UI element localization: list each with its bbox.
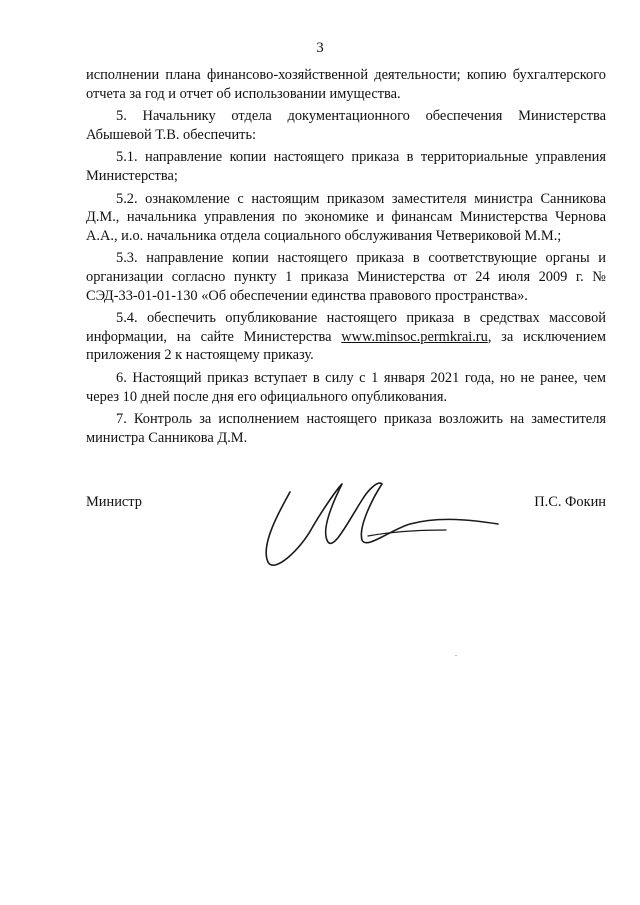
paragraph-5-4-text-after: , за исключением приложения 2 к настоящему приказу.	[86, 328, 606, 364]
paragraph-continuation: исполнении плана финансово-хозяйственной деятельности; копию бухгалтерского отчета за год и отчет об использовании имущества.	[86, 67, 606, 102]
handwritten-signature	[250, 470, 510, 580]
paragraph-5-3: 5.3. направление копии настоящего приказа в соответствующие органы и организации согласно пункту 1 приказа Министерства от 24 июля 2009 г. № СЭД-33-01-01-130 «Об обеспечении единства правового пространства».	[86, 250, 606, 304]
signer-position: Министр	[86, 494, 142, 510]
page-number: 3	[316, 40, 324, 56]
signer-name: П.С. Фокин	[534, 494, 606, 510]
paragraph-5-4-text-before: 5.4. обеспечить опубликование настоящего приказа в средствах массовой информации, на сайте Министерства	[86, 310, 606, 345]
paragraph-7: 7. Контроль за исполнением настоящего приказа возложить на заместителя министра Санникова Д.М.	[86, 411, 606, 446]
document-body	[86, 66, 606, 451]
paragraph-5-2: 5.2. ознакомление с настоящим приказом заместителя министра Санникова Д.М., начальника управления по экономике и финансам Министерства Чернова А.А., и.о. начальника отдела социального обслуживания Четвериковой М.М.;	[86, 190, 606, 244]
paragraph-5-4	[86, 309, 606, 365]
paragraph-5-1: 5.1. направление копии настоящего приказа в территориальные управления Министерства;	[86, 149, 606, 184]
paragraph-5: 5. Начальнику отдела документационного обеспечения Министерства Абышевой Т.В. обеспечить:	[86, 108, 606, 143]
scan-speck	[455, 655, 457, 656]
paragraph-6: 6. Настоящий приказ вступает в силу с 1 января 2021 года, но не ранее, чем через 10 дней после дня его официального опубликования.	[86, 369, 606, 405]
ministry-website-link[interactable]: www.minsoc.permkrai.ru	[341, 328, 488, 345]
